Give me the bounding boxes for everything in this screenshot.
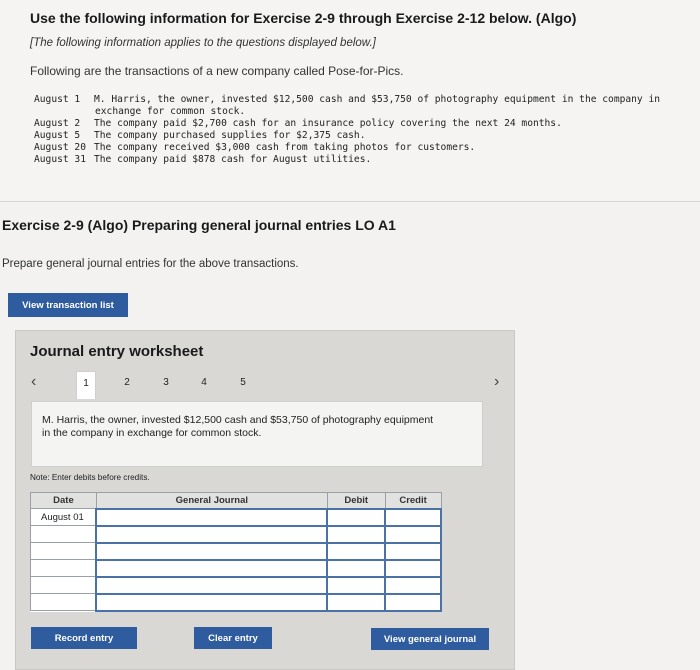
clear-entry-button[interactable]: Clear entry <box>194 627 272 649</box>
transaction-line <box>34 94 660 105</box>
view-transaction-list-button[interactable]: View transaction list <box>8 293 128 317</box>
worksheet-title: Journal entry worksheet <box>30 343 204 360</box>
transaction-date: August 5 <box>34 130 81 141</box>
transaction-date: August 31 <box>34 154 86 165</box>
debit-column-header: Debit <box>327 493 385 509</box>
transaction-text: The company paid $2,700 cash for an insurance policy covering the next 24 months. <box>94 118 562 129</box>
transaction-line <box>34 118 562 129</box>
credit-input[interactable] <box>385 526 441 543</box>
transaction-text-continued: exchange for common stock. <box>95 106 246 117</box>
journal-entry-worksheet <box>15 330 515 670</box>
date-column-header: Date <box>31 493 97 509</box>
credit-input[interactable] <box>385 509 441 526</box>
account-input[interactable] <box>96 560 327 577</box>
date-cell <box>31 560 97 577</box>
transaction-line <box>34 130 365 141</box>
page-subtitle: [The following information applies to the questions displayed below.] <box>30 37 376 49</box>
debit-input[interactable] <box>327 577 385 594</box>
transaction-date: August 20 <box>34 142 86 153</box>
account-input[interactable] <box>96 526 327 543</box>
exercise-description: Prepare general journal entries for the above transactions. <box>2 258 299 270</box>
transaction-line <box>34 142 475 153</box>
intro-text: Following are the transactions of a new company called Pose-for-Pics. <box>30 64 404 78</box>
date-cell <box>31 543 97 560</box>
record-entry-button[interactable]: Record entry <box>31 627 137 649</box>
transaction-text: M. Harris, the owner, invested $12,500 cash and $53,750 of photography equipment in the company in <box>94 94 661 105</box>
date-cell: August 01 <box>31 509 97 526</box>
page-tab-4[interactable]: 4 <box>201 377 207 388</box>
debit-input[interactable] <box>327 543 385 560</box>
chevron-left-icon[interactable]: ‹ <box>31 373 37 390</box>
credit-input[interactable] <box>385 560 441 577</box>
debit-input[interactable] <box>327 526 385 543</box>
debit-input[interactable] <box>327 594 385 611</box>
instructions-panel <box>0 0 700 202</box>
chevron-right-icon[interactable]: › <box>494 373 500 390</box>
table-row <box>31 560 442 577</box>
transaction-text: The company received $3,000 cash from taking photos for customers. <box>94 142 476 153</box>
page-tab-3[interactable]: 3 <box>163 377 169 388</box>
date-cell <box>31 594 97 611</box>
debit-input[interactable] <box>327 560 385 577</box>
table-row <box>31 577 442 594</box>
page-title: Use the following information for Exercise 2-9 through Exercise 2-12 below. (Algo) <box>30 10 577 26</box>
table-row <box>31 509 442 526</box>
credit-column-header: Credit <box>385 493 441 509</box>
debit-input[interactable] <box>327 509 385 526</box>
transaction-date: August 1 <box>34 94 81 105</box>
transaction-text: The company purchased supplies for $2,375 cash. <box>94 130 366 141</box>
transaction-text: The company paid $878 cash for August utilities. <box>94 154 372 165</box>
credit-input[interactable] <box>385 594 441 611</box>
date-cell <box>31 577 97 594</box>
view-general-journal-button[interactable]: View general journal <box>371 628 489 650</box>
general-journal-column-header: General Journal <box>96 493 327 509</box>
account-input[interactable] <box>96 577 327 594</box>
table-row <box>31 543 442 560</box>
transaction-description: M. Harris, the owner, invested $12,500 cash and $53,750 of photography equipment in the company in exchange for common stock. <box>42 414 434 439</box>
credit-input[interactable] <box>385 577 441 594</box>
page-tab-2[interactable]: 2 <box>124 377 130 388</box>
date-cell <box>31 526 97 543</box>
page-tab-5[interactable]: 5 <box>240 377 246 388</box>
transaction-line <box>34 154 371 165</box>
transaction-card <box>31 401 483 467</box>
entry-note: Note: Enter debits before credits. <box>30 473 150 482</box>
worksheet-pager <box>26 373 506 393</box>
account-input[interactable] <box>96 543 327 560</box>
journal-table <box>30 492 442 612</box>
account-input[interactable] <box>96 594 327 611</box>
credit-input[interactable] <box>385 543 441 560</box>
table-row <box>31 526 442 543</box>
transaction-date: August 2 <box>34 118 81 129</box>
table-row <box>31 594 442 611</box>
exercise-title: Exercise 2-9 (Algo) Preparing general journal entries LO A1 <box>2 217 396 233</box>
page-tab-1[interactable]: 1 <box>76 371 96 399</box>
account-input[interactable] <box>96 509 327 526</box>
